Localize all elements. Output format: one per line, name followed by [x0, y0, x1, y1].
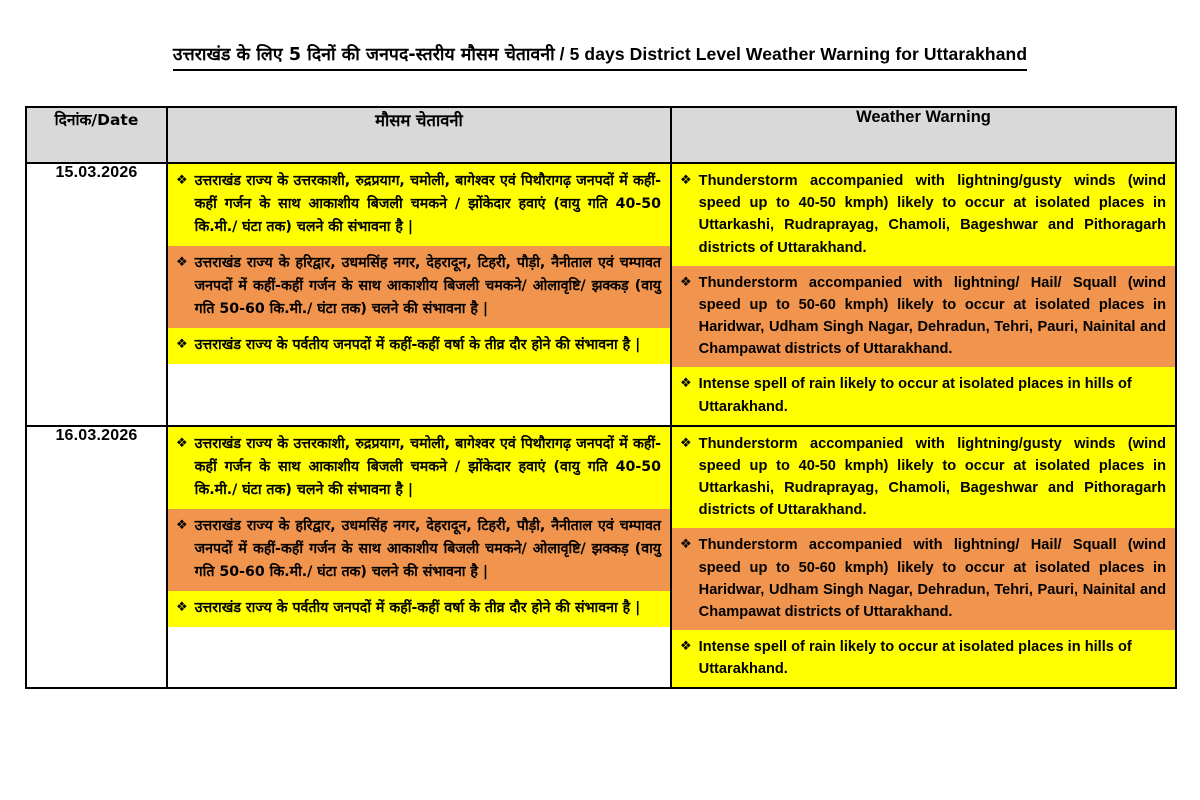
warning-block-yellow	[672, 164, 1175, 266]
date-cell: 15.03.2026	[26, 163, 167, 426]
warning-bullet-item	[680, 636, 1166, 680]
diamond-bullet-icon: ❖	[176, 173, 188, 188]
warning-block-yellow	[672, 427, 1175, 529]
warning-block-yellow	[168, 591, 670, 627]
column-header-date	[26, 107, 167, 163]
table-row	[26, 426, 1176, 689]
diamond-bullet-icon: ❖	[680, 274, 692, 290]
warning-block-orange	[672, 266, 1175, 368]
warning-text: Thunderstorm accompanied with lightning/ Hail/ Squall (wind speed up to 50-60 kmph) likely to occur at isolated places in Haridwar, Udham Singh Nagar, Dehradun, Tehri, Pauri, Nainital and Champawat districts of Uttarakhand.	[698, 274, 1166, 358]
diamond-bullet-icon: ❖	[176, 435, 188, 451]
table-header	[26, 107, 1176, 163]
diamond-bullet-icon: ❖	[680, 435, 692, 451]
warning-text: उत्तराखंड राज्य के हरिद्वार, उधमसिंह नगर, देहरादून, टिहरी, पौड़ी, नैनीताल एवं चम्पावत जनपदों में कहीं-कहीं गर्जन के साथ आकाशीय बिजली चमकने/ ओलावृष्टि/ झक्कड़ (वायु गति 50-60 कि.मी./ घंटा तक) चलने की संभावना है |	[194, 255, 661, 317]
warning-bullet-item	[176, 334, 661, 357]
warning-text: उत्तराखंड राज्य के पर्वतीय जनपदों में कहीं-कहीं वर्षा के तीव्र दौर होने की संभावना है |	[194, 599, 641, 616]
date-cell: 16.03.2026	[26, 426, 167, 689]
diamond-bullet-icon: ❖	[176, 255, 188, 270]
diamond-bullet-icon: ❖	[176, 337, 188, 352]
warning-bullet-item	[176, 252, 661, 321]
diamond-bullet-icon: ❖	[176, 517, 188, 533]
warning-text: उत्तराखंड राज्य के उत्तरकाशी, रुद्रप्रयाग, चमोली, बागेश्वर एवं पिथौरागढ़ जनपदों में कहीं-कहीं गर्जन के साथ आकाशीय बिजली चमकने / झोंकेदार हवाएं (वायु गति 40-50 कि.मी./ घंटा तक) चलने की संभावना है |	[194, 435, 661, 498]
warning-block-orange	[168, 509, 670, 591]
warning-block-yellow	[168, 328, 670, 364]
warning-block-orange	[168, 246, 670, 328]
table-body	[26, 163, 1176, 688]
warning-table-container	[25, 106, 1175, 689]
warning-text: Thunderstorm accompanied with lightning/ Hail/ Squall (wind speed up to 50-60 kmph) likely to occur at isolated places in Haridwar, Udham Singh Nagar, Dehradun, Tehri, Pauri, Nainital and Champawat districts of Uttarakhand.	[698, 537, 1166, 620]
warning-cell-english	[671, 426, 1176, 689]
warning-bullet-item	[680, 373, 1166, 417]
column-header-date-label: दिनांक/Date	[54, 111, 139, 129]
diamond-bullet-icon: ❖	[680, 639, 692, 655]
table-row	[26, 163, 1176, 426]
page-title-hindi: उत्तराखंड के लिए 5 दिनों की जनपद-स्तरीय मौसम चेतावनी	[172, 45, 555, 65]
warning-block-yellow	[672, 630, 1175, 687]
warning-block-yellow	[672, 367, 1175, 424]
warning-text: उत्तराखंड राज्य के उत्तरकाशी, रुद्रप्रयाग, चमोली, बागेश्वर एवं पिथौरागढ़ जनपदों में कहीं-कहीं गर्जन के साथ आकाशीय बिजली चमकने / झोंकेदार हवाएं (वायु गति 40-50 कि.मी./ घंटा तक) चलने की संभावना है |	[194, 173, 661, 235]
warning-text: Thunderstorm accompanied with lightning/gusty winds (wind speed up to 40-50 kmph) likely to occur at isolated places in Uttarkashi, Rudraprayag, Chamoli, Bageshwar and Pithoragarh districts of Uttarakhand.	[698, 435, 1166, 519]
column-header-warning-english-label: Weather Warning	[856, 108, 991, 126]
warning-bullet-item	[176, 597, 661, 620]
warning-block-orange	[672, 528, 1175, 630]
column-header-warning-hindi-label: मौसम चेतावनी	[375, 111, 463, 130]
page-title-separator: /	[554, 44, 570, 64]
warning-cell-hindi	[167, 426, 671, 689]
warning-cell-english	[671, 163, 1176, 426]
warning-text: उत्तराखंड राज्य के हरिद्वार, उधमसिंह नगर, देहरादून, टिहरी, पौड़ी, नैनीताल एवं चम्पावत जनपदों में कहीं-कहीं गर्जन के साथ आकाशीय बिजली चमकने/ ओलावृष्टि/ झक्कड़ (वायु गति 50-60 कि.मी./ घंटा तक) चलने की संभावना है |	[194, 517, 661, 580]
warning-text: Intense spell of rain likely to occur at isolated places in hills of Uttarakhand.	[698, 639, 1132, 678]
warning-cell-hindi	[167, 163, 671, 426]
diamond-bullet-icon: ❖	[176, 599, 188, 615]
page-title-english: 5 days District Level Weather Warning for Uttarakhand	[569, 44, 1028, 64]
warning-bullet-item	[680, 433, 1166, 522]
page-title	[173, 44, 1027, 71]
column-header-warning-english	[671, 107, 1176, 163]
warning-text: उत्तराखंड राज्य के पर्वतीय जनपदों में कहीं-कहीं वर्षा के तीव्र दौर होने की संभावना है |	[194, 337, 641, 353]
warning-bullet-item	[680, 534, 1166, 623]
warning-block-yellow	[168, 164, 670, 246]
column-header-warning-hindi	[167, 107, 671, 163]
diamond-bullet-icon: ❖	[680, 173, 692, 188]
warning-bullet-item	[176, 515, 661, 584]
warning-text: Intense spell of rain likely to occur at isolated places in hills of Uttarakhand.	[698, 376, 1132, 415]
warning-block-yellow	[168, 427, 670, 509]
table-header-row	[26, 107, 1176, 163]
diamond-bullet-icon: ❖	[680, 537, 692, 553]
warning-text: Thunderstorm accompanied with lightning/gusty winds (wind speed up to 40-50 kmph) likely to occur at isolated places in Uttarkashi, Rudraprayag, Chamoli, Bageshwar and Pithoragarh districts of Uttarakhand.	[698, 173, 1166, 256]
weather-warning-table	[25, 106, 1177, 689]
warning-bullet-item	[680, 170, 1166, 259]
diamond-bullet-icon: ❖	[680, 376, 692, 392]
warning-bullet-item	[176, 170, 661, 239]
document-title-area	[0, 0, 1200, 71]
warning-bullet-item	[680, 272, 1166, 361]
warning-bullet-item	[176, 433, 661, 502]
